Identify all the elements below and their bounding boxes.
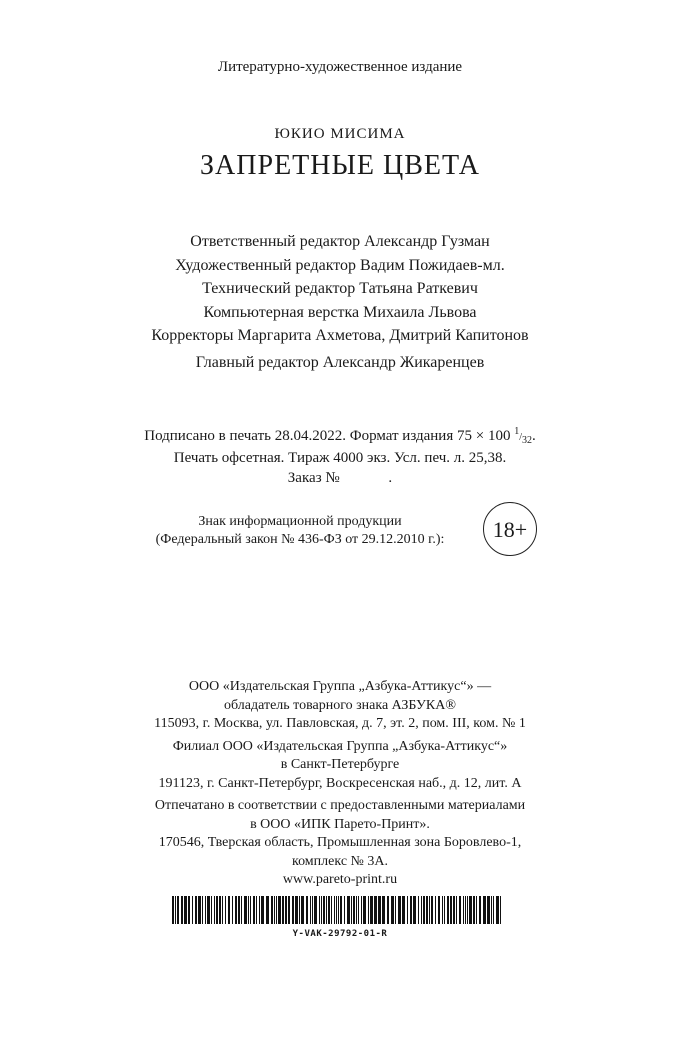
branch-address: 191123, г. Санкт-Петербург, Воскресенская наб., д. 12, лит. А	[158, 775, 522, 791]
credit-line: Художественный редактор Вадим Пожидаев-мл.	[175, 256, 505, 274]
print-info-line-2: Печать офсетная. Тираж 4000 экз. Усл. печ. л. 25,38.	[173, 450, 507, 466]
barcode-icon	[172, 896, 502, 924]
publisher-info	[0, 678, 680, 890]
format-fraction: 1/32	[514, 426, 532, 446]
print-info-text: Подписано в печать 28.04.2022. Формат издания 75 × 100	[144, 428, 515, 444]
credit-line: Корректоры Маргарита Ахметова, Дмитрий Капитонов	[151, 327, 529, 344]
chief-editor: Главный редактор Александр Жикаренцев	[195, 354, 485, 371]
credit-line: Технический редактор Татьяна Раткевич	[202, 280, 478, 297]
credit-line: Ответственный редактор Александр Гузман	[190, 233, 490, 250]
author-name: ЮКИО МИСИМА	[274, 126, 406, 142]
printer-line: в ООО «ИПК Парето-Принт».	[250, 816, 430, 832]
book-title: ЗАПРЕТНЫЕ ЦВЕТА	[200, 150, 480, 181]
barcode-label: Y-VAK-29792-01-R	[292, 929, 388, 939]
age-notice	[130, 513, 470, 549]
order-number: Заказ № .	[287, 470, 393, 486]
publisher-line: ООО «Издательская Группа „Азбука-Аттикус“» —	[188, 679, 492, 694]
publisher-line: обладатель товарного знака АЗБУКА®	[224, 697, 456, 713]
publisher-address: 115093, г. Москва, ул. Павловская, д. 7, эт. 2, пом. III, ком. № 1	[154, 716, 526, 731]
credit-line: Компьютерная верстка Михаила Львова	[203, 303, 477, 321]
printer-line: Отпечатано в соответствии с предоставленными материалами	[154, 798, 526, 813]
age-notice-line: Знак информационной продукции	[198, 514, 402, 529]
age-notice-law: (Федеральный закон № 436-ФЗ от 29.12.2010 г.):	[155, 532, 445, 547]
credits-block	[0, 230, 680, 348]
branch-line: Филиал ООО «Издательская Группа „Азбука-Аттикус“»	[172, 738, 508, 754]
branch-line: в Санкт-Петербурге	[280, 757, 400, 772]
age-rating-badge: 18+	[483, 502, 537, 556]
print-info-line-1: Подписано в печать 28.04.2022. Формат издания 75 × 100 1/32.	[144, 426, 536, 446]
printer-address: комплекс № 3А.	[291, 853, 388, 869]
printer-address: 170546, Тверская область, Промышленная зона Боровлево-1,	[158, 835, 522, 850]
printer-website: www.pareto-print.ru	[282, 872, 398, 887]
genre-label: Литературно-художественное издание	[217, 59, 463, 75]
